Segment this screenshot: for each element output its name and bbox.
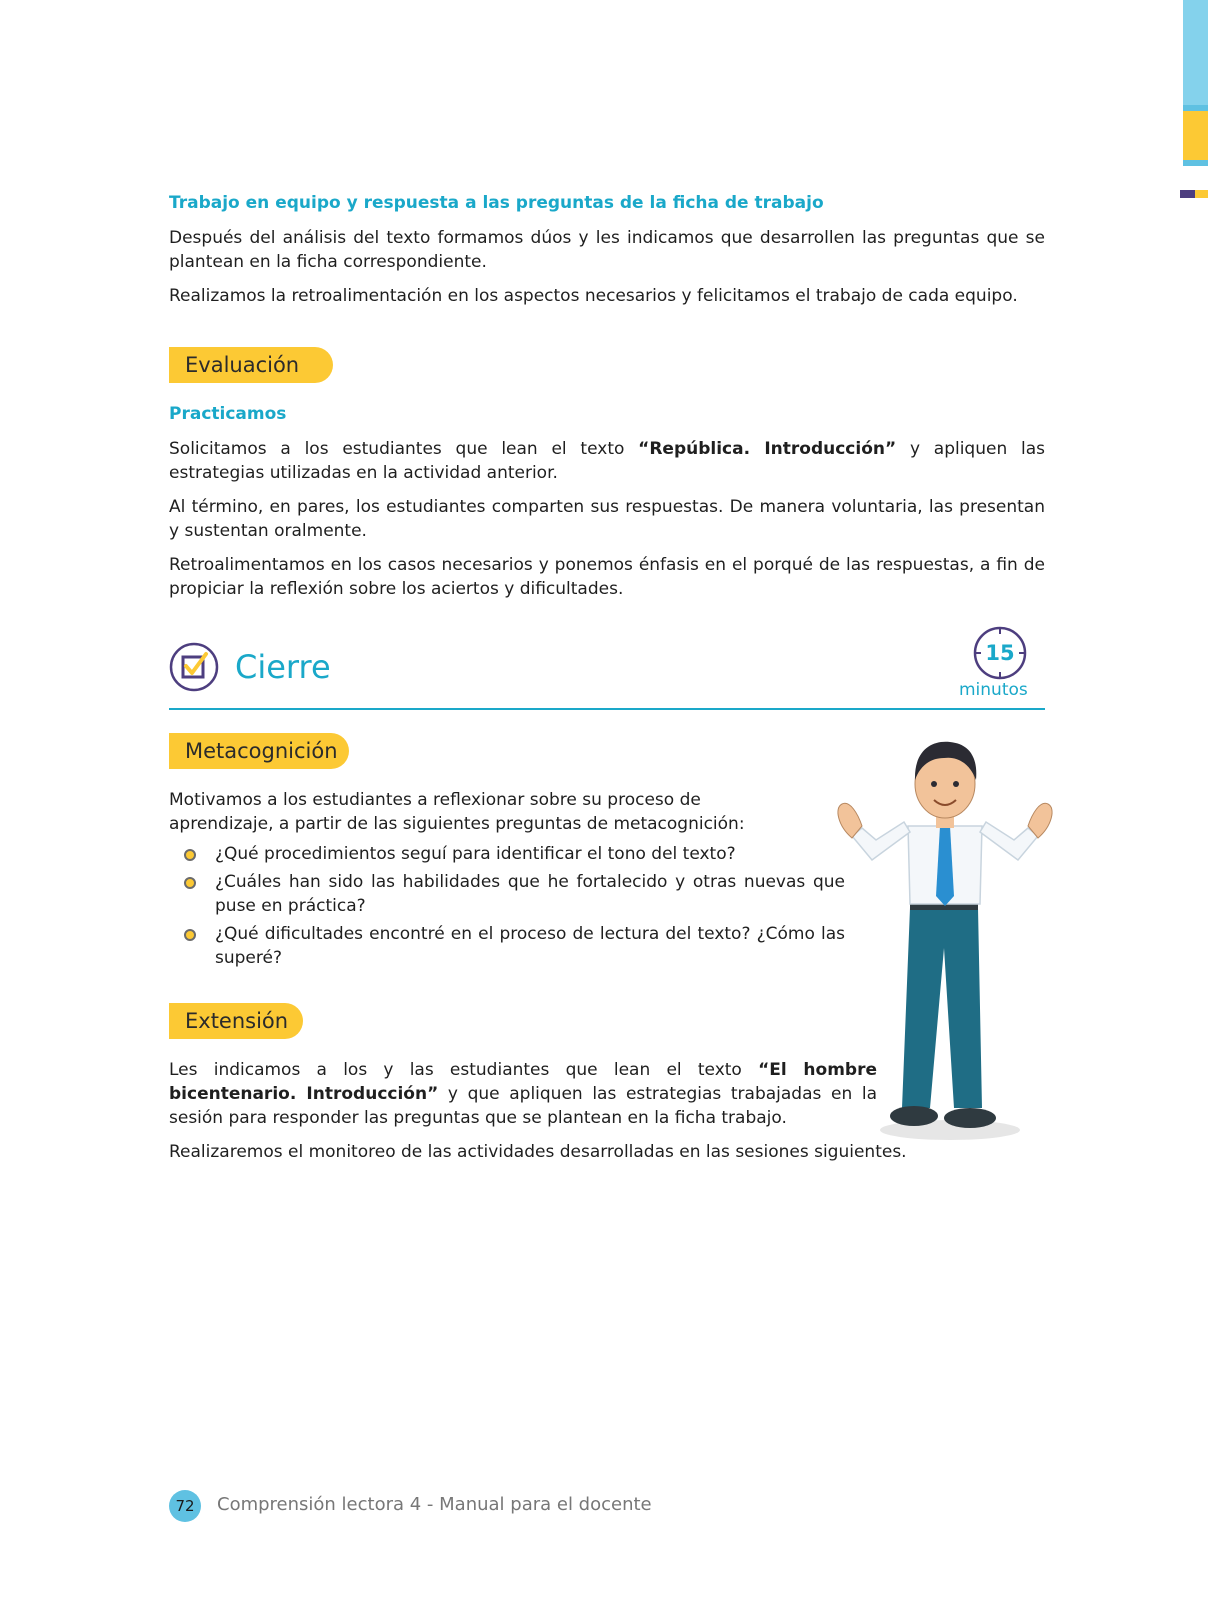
cierre-title: Cierre [235, 648, 331, 686]
side-tab-blue [1183, 0, 1208, 105]
bullet-icon [184, 849, 196, 861]
question-text: ¿Cuáles han sido las habilidades que he fortalecido y otras nuevas que puse en práctica? [215, 872, 845, 916]
metacognicion-label: Metacognición [169, 733, 349, 769]
practicamos-heading: Practicamos [169, 404, 287, 424]
team-work-paragraph-1: Después del análisis del texto formamos dúos y les indicamos que desarrollen las preguntas que se plantean en la ficha correspondiente. [169, 228, 1045, 272]
team-work-heading: Trabajo en equipo y respuesta a las preguntas de la ficha de trabajo [169, 193, 824, 213]
team-work-section [169, 192, 1045, 308]
question-text: ¿Qué dificultades encontré en el proceso de lectura del texto? ¿Cómo las superé? [215, 924, 845, 968]
list-item [169, 922, 845, 970]
metacognicion-questions [169, 842, 845, 974]
cierre-divider [169, 708, 1045, 710]
evaluacion-paragraph-3: Retroalimentamos en los casos necesarios y ponemos énfasis en el porqué de las respuestas, a fin de propiciar la reflexión sobre los aciertos y dificultades. [169, 555, 1045, 599]
side-tab-stripe [1183, 160, 1208, 166]
extension-paragraph-2: Realizaremos el monitoreo de las actividades desarrolladas en las sesiones siguientes. [169, 1142, 907, 1162]
bullet-icon [184, 877, 196, 889]
timer-unit: minutos [959, 680, 1028, 700]
question-text: ¿Qué procedimientos seguí para identificar el tono del texto? [215, 844, 736, 864]
list-item [169, 870, 845, 918]
evaluacion-p1-text-end: y apliquen las estrategias utilizadas en la actividad anterior. [169, 439, 1045, 483]
timer-value: 15 [985, 641, 1015, 665]
teacher-illustration [832, 728, 1058, 1148]
metacognicion-section [169, 788, 809, 836]
extension-label: Extensión [169, 1003, 303, 1039]
bullet-icon [184, 929, 196, 941]
checkbox-icon [169, 642, 219, 692]
evaluacion-p1-text: Solicitamos a los estudiantes que lean el texto [169, 439, 639, 459]
extension-p1-title: “El hombre bicentenario. Introducción” [169, 1060, 877, 1104]
evaluacion-label: Evaluación [169, 347, 333, 383]
side-mark-purple [1180, 190, 1195, 198]
evaluacion-paragraph-2: Al término, en pares, los estudiantes comparten sus respuestas. De manera voluntaria, las presentan y sustentan oralmente. [169, 497, 1045, 541]
metacognicion-intro: Motivamos a los estudiantes a reflexionar sobre su proceso de aprendizaje, a partir de las siguientes preguntas de metacognición: [169, 790, 745, 834]
side-mark-yellow [1195, 190, 1208, 198]
page-number: 72 [169, 1490, 201, 1522]
extension-p1-text-end: y que apliquen las estrategias trabajadas en la sesión para responder las preguntas que se plantean en la ficha trabajo. [169, 1084, 877, 1128]
footer-title: Comprensión lectora 4 - Manual para el docente [217, 1494, 652, 1515]
side-tab-yellow [1183, 111, 1208, 160]
cierre-header [169, 642, 1045, 710]
list-item [169, 842, 845, 866]
evaluacion-paragraph-1 [169, 437, 1045, 485]
extension-section [169, 1058, 877, 1130]
timer-icon [973, 626, 1027, 680]
evaluacion-section [169, 403, 1045, 601]
extension-p1-text: Les indicamos a los y las estudiantes que lean el texto [169, 1060, 759, 1080]
team-work-paragraph-2: Realizamos la retroalimentación en los aspectos necesarios y felicitamos el trabajo de cada equipo. [169, 286, 1018, 306]
evaluacion-p1-title: “República. Introducción” [638, 439, 897, 459]
extension-paragraph-1 [169, 1058, 877, 1130]
